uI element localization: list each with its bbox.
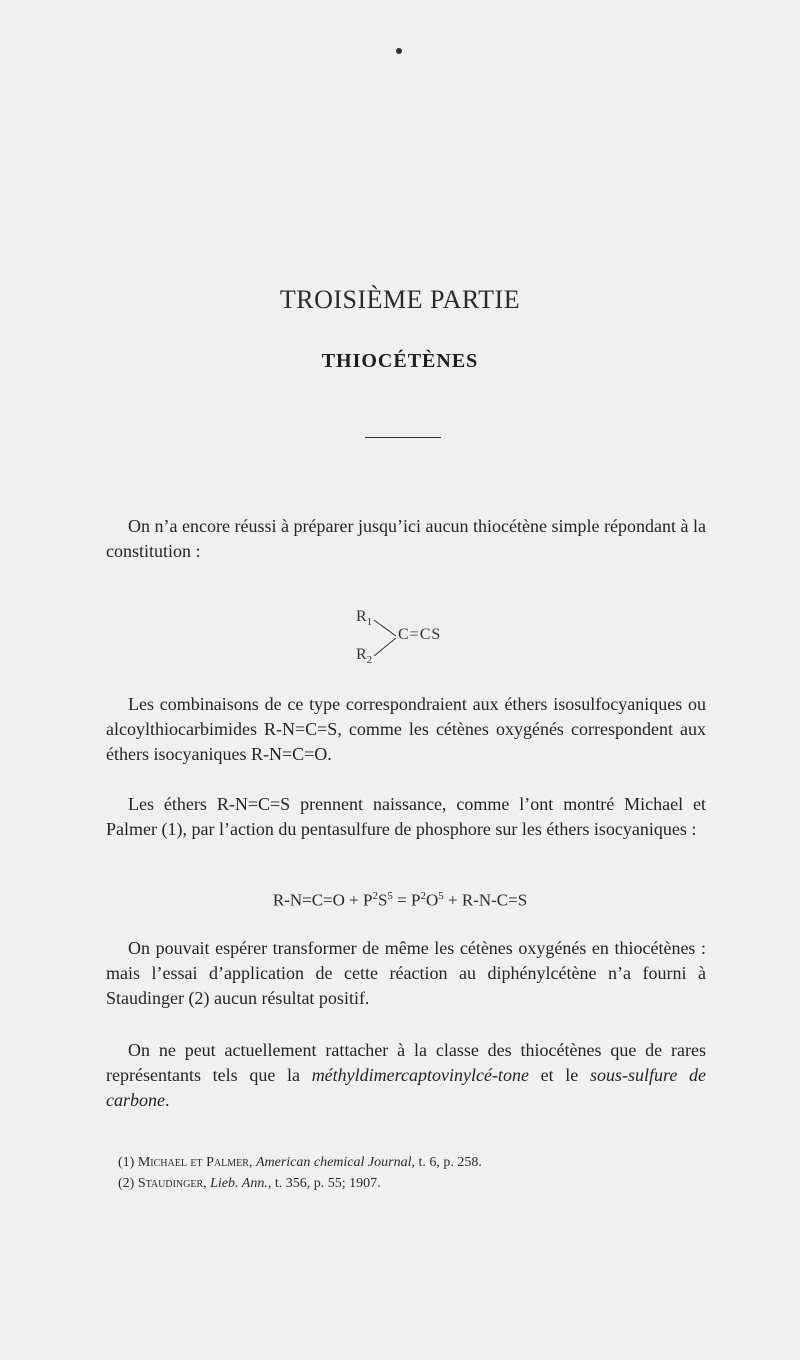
paragraph-representatives: On ne peut actuellement rattacher à la classe des thiocétènes que de rares représentants tels que la méthyldimercaptovinylcé-tone et le sous-sulfure de carbone.: [106, 1040, 706, 1110]
formula-group: C=CS: [398, 626, 442, 643]
paragraph-ethers: Les éthers R-N=C=S prennent naissance, comme l’ont montré Michael et Palmer (1), par l’action du pentasulfure de phosphore sur les éthers isocyaniques :: [106, 794, 706, 839]
page-mark: [396, 48, 402, 54]
footnote-2: (2) Staudinger, Lieb. Ann., t. 356, p. 55; 1907.: [118, 1176, 381, 1191]
paragraph-hope: On pouvait espérer transformer de même les cétènes oxygénés en thiocétènes : mais l’essai d’application de cette réaction au diphénylcétène n’a fourni à Staudinger (2) aucun résultat positif.: [106, 938, 706, 1008]
reaction-equation: $R-N=C=O + P^2S^5 = P^2O^5 + R-N-C=S$: [272, 890, 528, 910]
footnote-1: (1) Michael et Palmer, American chemical Journal, t. 6, p. 258.: [118, 1155, 482, 1170]
formula-r2: $R_2$: [356, 646, 373, 667]
part-title: TROISIÈME PARTIE: [279, 285, 521, 314]
thioketene-structure-formula: [352, 606, 472, 666]
chapter-title: THIOCÉTÈNES: [321, 350, 479, 372]
title-divider: [365, 437, 441, 438]
paragraph-intro: On n’a encore réussi à préparer jusqu’ici aucun thiocétène simple répondant à la constitution :: [106, 516, 706, 561]
formula-r1: $R_1$: [356, 608, 373, 629]
paragraph-combinations: Les combinaisons de ce type correspondraient aux éthers isosulfocyaniques ou alcoylthiocarbimides R-N=C=S, comme les cétènes oxygénés correspondent aux éthers isocyaniques R-N=C=O.: [106, 694, 706, 764]
footnotes: [118, 1152, 718, 1194]
